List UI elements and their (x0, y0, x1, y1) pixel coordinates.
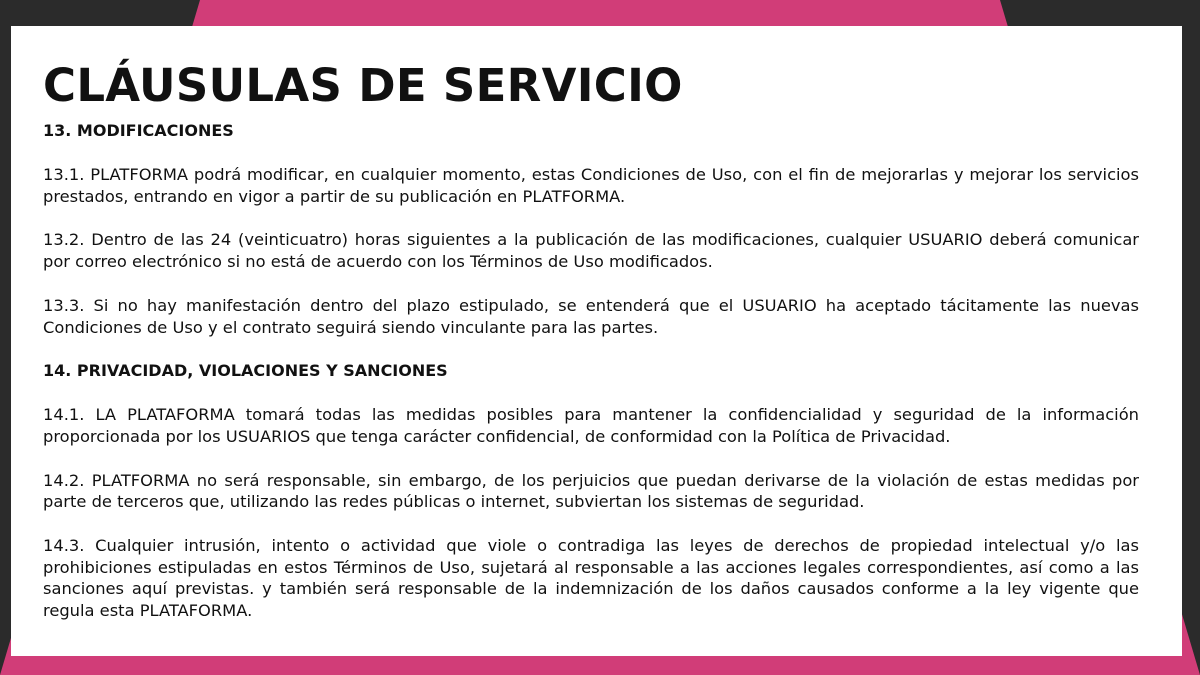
clause-13-1: 13.1. PLATFORMA podrá modificar, en cualquier momento, estas Condiciones de Uso, con el fin de mejorarlas y mejorar los servicios prestados, entrando en vigor a partir de su publicación en PLATFORMA. (43, 165, 1139, 206)
page-title: CLÁUSULAS DE SERVICIO (43, 59, 683, 112)
clause-14-3: 14.3. Cualquier intrusión, intento o actividad que viole o contradiga las leyes de derechos de propiedad intelectual y/o las prohibiciones estipuladas en estos Términos de Uso, sujetará al responsable a las acciones legales correspondientes, así como a las sanciones aquí previstas. y también será responsable de la indemnización de los daños causados conforme a la ley vigente que regula esta PLATAFORMA. (43, 536, 1139, 621)
section-14 (43, 360, 1139, 622)
clause-13-3: 13.3. Si no hay manifestación dentro del plazo estipulado, se entenderá que el USUARIO ha aceptado tácitamente las nuevas Condiciones de Uso y el contrato seguirá siendo vinculante para las partes. (43, 295, 1139, 337)
section-heading: 13. MODIFICACIONES (43, 121, 234, 140)
section-heading: 14. PRIVACIDAD, VIOLACIONES Y SANCIONES (43, 361, 448, 381)
clause-14-1: 14.1. LA PLATAFORMA tomará todas las medidas posibles para mantener la confidencialidad y seguridad de la información proporcionada por los USUARIOS que tenga carácter confidencial, de conformidad con la Política de Privacidad. (43, 405, 1139, 446)
clause-13-2: 13.2. Dentro de las 24 (veinticuatro) horas siguientes a la publicación de las modificaciones, cualquier USUARIO deberá comunicar por correo electrónico si no está de acuerdo con los Términos de Uso modificados. (43, 230, 1139, 272)
section-13 (43, 120, 1139, 338)
content-card (11, 26, 1182, 656)
clause-14-2: 14.2. PLATFORMA no será responsable, sin embargo, de los perjuicios que puedan derivarse de la violación de estas medidas por parte de terceros que, utilizando las redes públicas o internet, subviertan los sistemas de seguridad. (43, 470, 1139, 512)
